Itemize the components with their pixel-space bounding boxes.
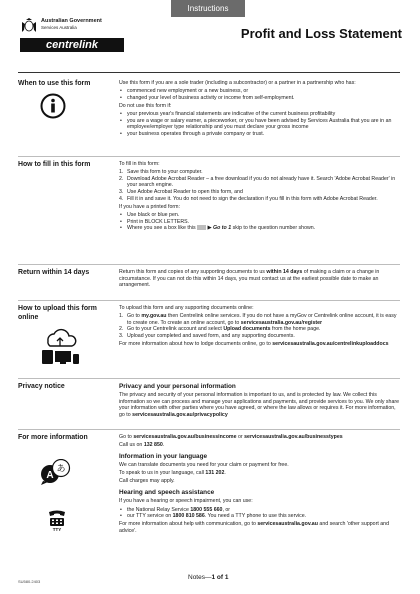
list-item: • you are a wage or salary earner, a pieceworker, or you have been advised by Services Australia that you are in an employee/employer type relationship and you must declare your gross income	[119, 118, 402, 131]
form-code: SU580.2403	[18, 579, 41, 584]
list-item: 1. Go to my.gov.au then Centrelink online services. If you do not have a myGov or Centrelink online account, it is easy to create one. To create an online account, go to servicesaustralia.gov.au/register	[119, 313, 397, 326]
business-types-link[interactable]: servicesaustralia.gov.au/businesstypes	[244, 434, 343, 440]
list-item: 1. Save this form to your computer.	[119, 169, 203, 176]
instructions-tab: Instructions	[171, 0, 245, 17]
svg-text:A: A	[46, 470, 54, 481]
list-item: • your business operates through a private company or trust.	[119, 131, 402, 138]
list-item: 2. Download Adobe Acrobat Reader – a free download if you do not already have it. Search 'Adobe Acrobat Reader' in your search engine.	[119, 175, 396, 189]
svg-text:TTY: TTY	[52, 527, 62, 531]
section-text: Return this form and copies of any supporting documents to us within 14 days of making a claim or a change in circumstance. If you can not do this within 14 days, you must contact us at the earliest possible date to make an arrangement.	[119, 269, 380, 289]
tty-phone-icon	[46, 509, 68, 531]
language-heading: Information in your language	[119, 452, 208, 460]
brand-wordmark: centrelink	[20, 38, 124, 52]
list-item: • changed your level of business activity or income from self-employment.	[119, 95, 402, 102]
list-item: 4. Fill it in and save it. You do not need to sign the declaration if you fill in this form with Adobe Acrobat Reader.	[119, 195, 378, 202]
when-intro: Use this form if you are a sole trader (including a subcontractor) or a partner in a partnership who has:	[119, 80, 356, 86]
divider	[18, 156, 400, 157]
list-item: 2. Go to your Centrelink account and select Upload documents from the home page.	[119, 326, 321, 333]
coat-of-arms-icon	[20, 18, 38, 35]
printed-intro: If you have a printed form:	[119, 203, 180, 210]
section-label: How to fill in this form	[18, 161, 91, 168]
section-text	[119, 161, 402, 233]
list-item: • Print in BLOCK LETTERS.	[119, 219, 402, 226]
mygov-link[interactable]: my.gov.au	[141, 313, 167, 320]
translate-icon	[39, 459, 71, 485]
divider	[18, 300, 400, 301]
privacy-heading: Privacy and your personal information	[119, 383, 236, 390]
section-label: How to upload this form online	[18, 305, 97, 321]
header	[0, 0, 420, 66]
section-label: Privacy notice	[18, 383, 65, 390]
list-item: • commenced new employment or a new business, or	[119, 88, 402, 95]
list-item: 3. Upload your completed and saved form, and any supporting documents.	[119, 332, 295, 339]
header-rule	[18, 72, 400, 73]
section-text: Privacy and your personal information The privacy and security of your personal information is important to us, and is protected by law. We collect this information so we can process and manage your applications and payments, and provide services to you. We only share your information with other parties where you have agreed, or where the law allows or requires it. For more information, go to servicesaustralia.gov.au/privacypolicy	[119, 383, 402, 420]
when-not-intro: Do not use this form if:	[119, 102, 172, 109]
divider	[18, 429, 400, 430]
business-income-link[interactable]: servicesaustralia.gov.au/businessincome	[133, 434, 237, 440]
list-item: • your previous year's financial statements are indicative of the current business profitability	[119, 111, 402, 118]
section-label: When to use this form	[18, 80, 91, 87]
list-item: • the National Relay Service 1800 555 660, or	[119, 507, 402, 514]
section-label: Return within 14 days	[18, 269, 90, 276]
divider	[18, 264, 400, 265]
page-footer: Notes—1 of 1	[188, 574, 229, 581]
upload-docs-link[interactable]: servicesaustralia.gov.au/centrelinkuploaddocs	[272, 341, 389, 348]
fill-intro: To fill in this form:	[119, 161, 160, 167]
gov-line1: Australian Government	[41, 18, 102, 24]
list-item: • Where you see a box like this ▶ Go to 1 skip to the question number shown.	[119, 225, 402, 232]
info-icon	[40, 93, 66, 119]
section-text	[119, 80, 402, 139]
hearing-heading: Hearing and speech assistance	[119, 489, 215, 497]
section-label: For more information	[18, 434, 88, 441]
section-text: To upload this form and any supporting documents online: 1. Go to my.gov.au then Centrelink online services. If you do not have a myGov or Centrelink online account, it is easy to create one. To create an online account, go to servicesaustralia.gov.au/register 2. Go to your Centrelink account and select Upload documents from the home page. 3. Upload your completed and saved form, and any supporting documents. For more information about how to lodge documents online, go to servicesaustralia.gov.au/centrelinkuploaddocs	[119, 305, 402, 349]
list-item: • our TTY service on 1800 810 586. You need a TTY phone to use this service.	[119, 513, 402, 520]
svg-text:あ: あ	[56, 464, 66, 475]
register-link[interactable]: servicesaustralia.gov.au/register	[240, 319, 323, 326]
upload-intro: To upload this form and any supporting documents online:	[119, 305, 254, 311]
section-text: Go to servicesaustralia.gov.au/businessincome or servicesaustralia.gov.au/businesstypes Call us on 132 850. Information in your language We can translate documents you need for your claim or payment for free. To speak to us in your language, call 131 202. Call charges may apply. Hearing and speech assistance If you have a hearing or speech impairment, you can use: • the National Relay Service 1800 555 660, or • our TTY service on 1800 810 586. You need a TTY phone to use this service. For more information about help with communication, go to servicesaustralia.gov.au and search 'other support and advice'.	[119, 434, 402, 536]
page-title: Profit and Loss Statement	[240, 26, 402, 41]
arrow-right-icon: ▶	[207, 225, 212, 232]
communication-link[interactable]: servicesaustralia.gov.au	[257, 521, 318, 528]
goto-box-icon	[197, 225, 206, 230]
divider	[18, 378, 400, 379]
list-item: 3. Use Adobe Acrobat Reader to open this form, and	[119, 188, 243, 195]
privacy-link[interactable]: servicesaustralia.gov.au/privacypolicy	[132, 412, 228, 419]
gov-line2: Services Australia	[41, 25, 77, 30]
list-item: • Use black or blue pen.	[119, 212, 402, 219]
upload-devices-icon	[38, 327, 82, 367]
centrelink-logo	[20, 18, 130, 58]
